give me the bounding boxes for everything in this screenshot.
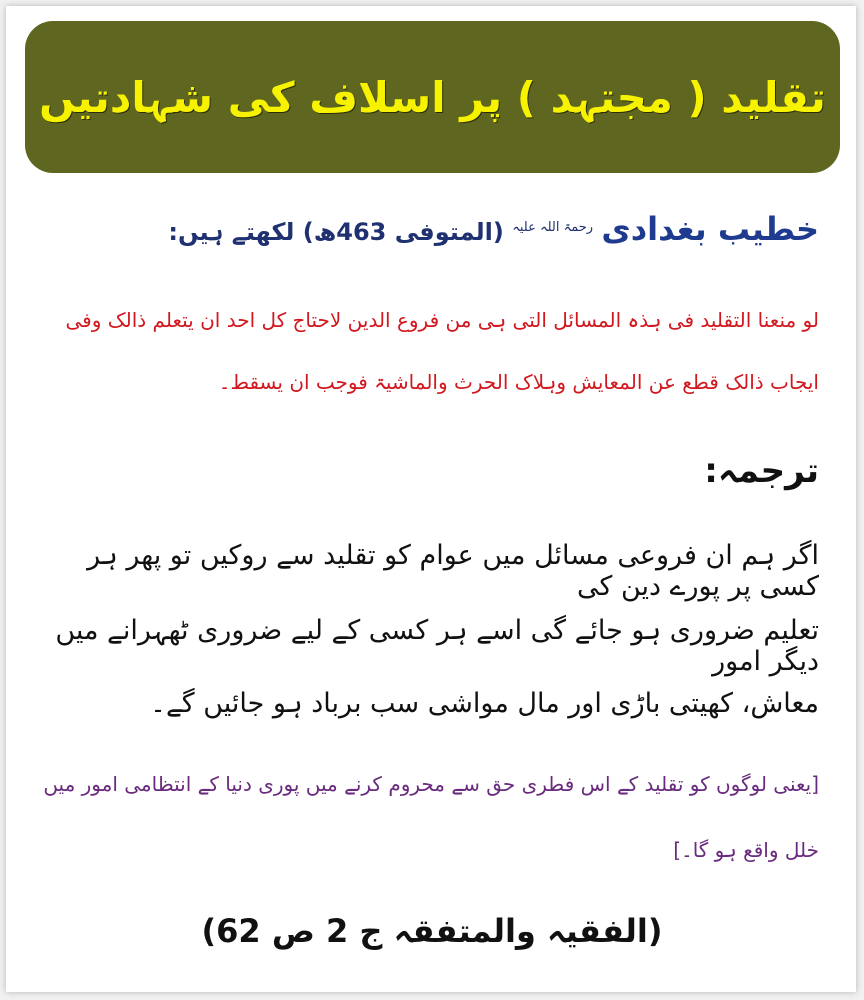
arabic-quote-line-1: لو منعنا التقلید فی ہذہ المسائل التی ہی من فروع الدین لاحتاج کل احد ان یتعلم ذالک وفی bbox=[65, 308, 819, 332]
banner-title: تقلید ( مجتہد ) پر اسلاف کی شہادتیں bbox=[39, 72, 826, 122]
author-detail: (المتوفی 463ھ) لکھتے ہیں: bbox=[168, 218, 504, 246]
translation-line-2: تعلیم ضروری ہو جائے گی اسے ہر کسی کے لیے ضروری ٹھہرانے میں دیگر امور bbox=[55, 615, 819, 677]
title-banner bbox=[25, 21, 840, 173]
translation-line-1: اگر ہم ان فروعی مسائل میں عوام کو تقلید سے روکیں تو پھر ہر کسی پر پورے دین کی bbox=[87, 540, 819, 602]
author-honorific: رحمۃ اللہ علیہ bbox=[512, 220, 594, 235]
arabic-quote-line-2: ایجاب ذالک قطع عن المعایش وہلاک الحرث والماشیۃ فوجب ان یسقط۔ bbox=[218, 370, 819, 394]
translation-heading: ترجمہ: bbox=[704, 451, 819, 491]
source-reference: (الفقیہ والمتفقہ ج 2 ص 62) bbox=[201, 912, 663, 950]
translation-line-3: معاش، کھیتی باڑی اور مال مواشی سب برباد ہو جائیں گے۔ bbox=[150, 688, 819, 719]
author-name: خطیب بغدادی bbox=[601, 210, 819, 248]
note-line-1: [یعنی لوگوں کو تقلید کے اس فطری حق سے محروم کرنے میں پوری دنیا کے انتظامی امور میں bbox=[43, 772, 819, 796]
author-line bbox=[39, 210, 819, 248]
note-line-2: خلل واقع ہو گا۔] bbox=[673, 838, 819, 862]
